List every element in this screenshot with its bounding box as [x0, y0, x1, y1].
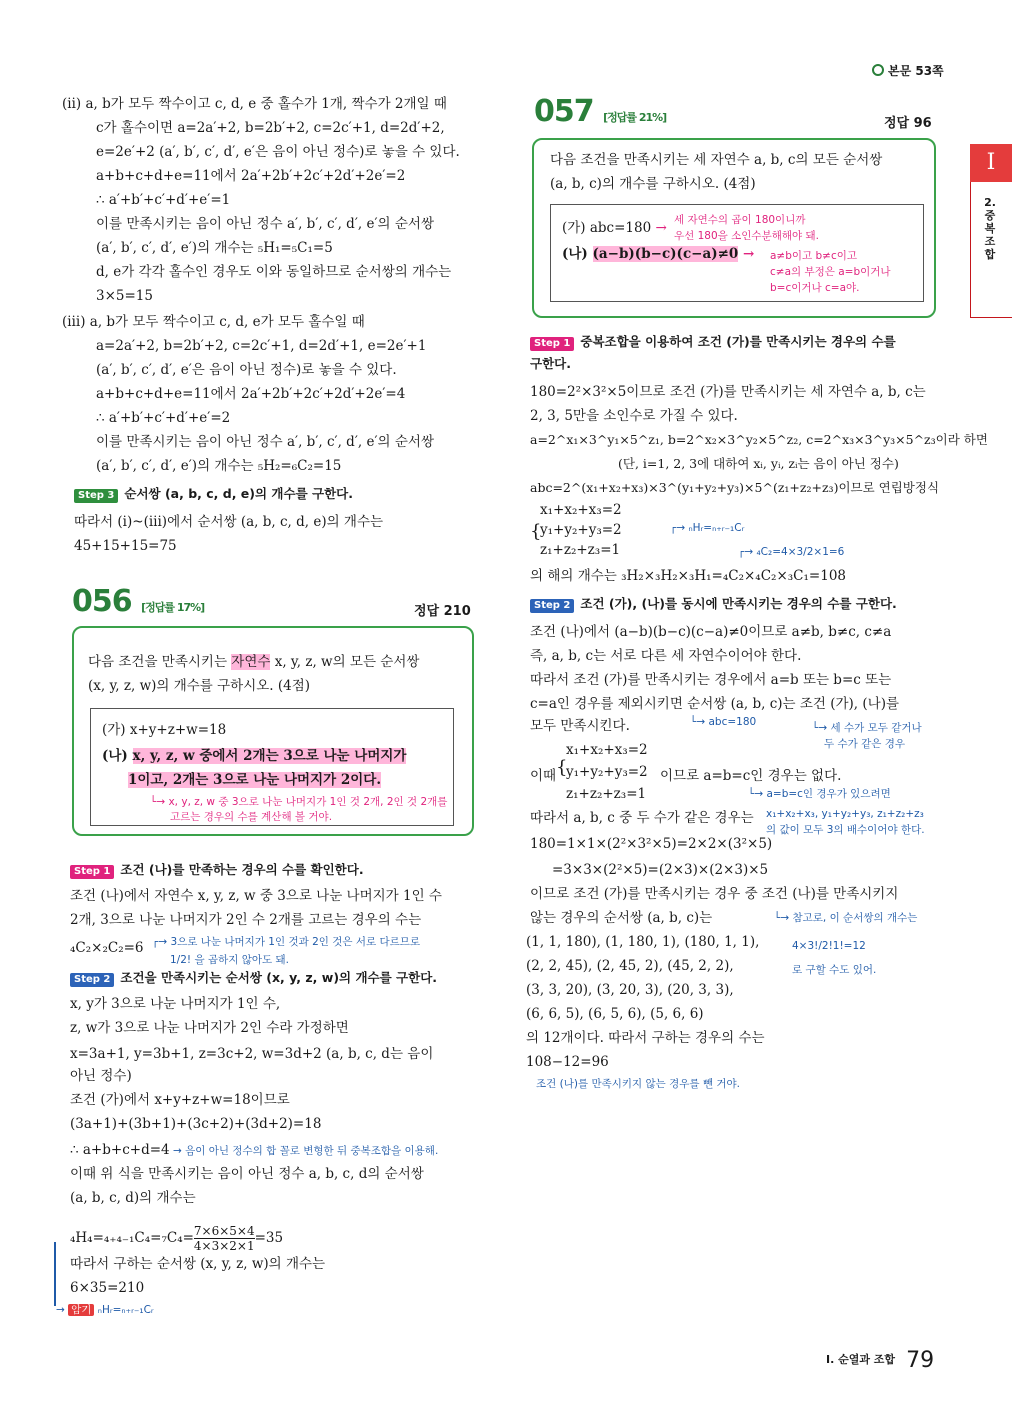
equation: x₁+x₂+x₃=2 [566, 742, 648, 758]
text-line: 3×5=15 [96, 288, 153, 304]
question-line: 다음 조건을 만족시키는 세 자연수 a, b, c의 모든 순서쌍 [550, 152, 883, 168]
memo: → 암기 ₙHᵣ=ₙ₊ᵣ₋₁Cᵣ [56, 1304, 154, 1316]
text-line: (a′, b′, c′, d′, e′)의 개수는 ₅H₂=₆C₂=15 [96, 458, 342, 474]
footer-chapter: Ⅰ. 순열과 조합 [826, 1353, 896, 1366]
correct-rate: [정답률 21%] [603, 111, 667, 124]
annotation: 조건 (나)를 만족시키지 않는 경우를 뺀 거야. [536, 1078, 740, 1090]
equation: y₁+y₂+y₃=2 [540, 522, 622, 538]
text-line: 의 해의 개수는 ₃H₂×₃H₂×₃H₁=₄C₂×₄C₂×₃C₁=108 [530, 568, 847, 584]
system-brace: { [530, 521, 542, 542]
text-line: 이므로 조건 (가)를 만족시키는 경우 중 조건 (나)를 만족시키지 [530, 886, 899, 902]
text-line: 이므로 a=b=c인 경우는 없다. [660, 768, 842, 784]
step2-heading: Step 2 조건 (가), (나)를 동시에 만족시키는 경우의 수를 구한다. [530, 596, 897, 613]
condition-line: 1이고, 2개는 3으로 나눈 나머지가 2이다. [128, 772, 382, 788]
system-brace: { [556, 757, 568, 778]
annotation: 세 자연수의 곱이 180이니까 [674, 214, 806, 226]
text-line: =3×3×(2²×5)=(2×3)×(2×3)×5 [552, 862, 769, 878]
text-line: 아닌 정수) [70, 1068, 132, 1084]
answer-057: 정답 96 [884, 116, 932, 131]
step-badge: Step 1 [70, 865, 114, 879]
text-line: (3a+1)+(3b+1)+(3c+2)+(3d+2)=18 [70, 1116, 322, 1132]
text-line: e=2e′+2 (a′, b′, c′, d′, e′은 음이 아닌 정수)로 놓을 수 있다. [96, 144, 460, 160]
text-line: 조건 (나)에서 자연수 x, y, z, w 중 3으로 나눈 나머지가 1인 수 [70, 888, 442, 904]
text-line: d, e가 각각 홀수인 경우도 이와 동일하므로 순서쌍의 개수는 [96, 264, 452, 280]
annotation: ┌→ ₙHᵣ=ₙ₊ᵣ₋₁Cᵣ [670, 522, 745, 534]
text-line: (a, b, c, d)의 개수는 [70, 1190, 196, 1206]
annotation: 의 값이 모두 3의 배수이어야 한다. [766, 824, 925, 836]
text-line: (a′, b′, c′, d′, e′)의 개수는 ₅H₁=₅C₁=5 [96, 240, 333, 256]
question-line: 다음 조건을 만족시키는 자연수 x, y, z, w의 모든 순서쌍 [88, 654, 420, 670]
equation: x₁+x₂+x₃=2 [540, 502, 622, 518]
condition-line: (나) x, y, z, w 중에서 2개는 3으로 나눈 나머지가 [102, 748, 407, 764]
formula-line: ₄H₄=₄₊₄₋₁C₄=₇C₄= $\frac{7\times 6\times 5\times 4}{4\times 3\times 2\times 1}$ =35 [70, 1224, 284, 1253]
problem-number-056: 056 [정답률 17%] [72, 584, 205, 619]
text-line: (단, i=1, 2, 3에 대하여 xᵢ, yᵢ, zᵢ는 음이 아닌 정수) [618, 456, 899, 471]
text-line: 2개, 3으로 나눈 나머지가 2인 수 2개를 고르는 경우의 수는 [70, 912, 422, 928]
step1-heading-cont: 구한다. [530, 356, 571, 371]
annotation: c≠a의 부정은 a=b이거나 [770, 266, 891, 278]
text-line: x, y가 3으로 나눈 나머지가 1인 수, [70, 996, 281, 1012]
annotation: └→ abc=180 [690, 716, 757, 728]
annotation: 4×3!/2!1!=12 [792, 940, 866, 952]
chapter-tab-label: 2. 중 복 조 합 [984, 196, 996, 261]
annotation: ┌→ ₄C₂=4×3/2×1=6 [738, 546, 845, 558]
step-badge: Step 1 [530, 337, 574, 351]
text-line: ∴ a′+b′+c′+d′+e′=2 [96, 410, 231, 426]
text-line: 따라서 (ⅰ)~(ⅲ)에서 순서쌍 (a, b, c, d, e)의 개수는 [74, 514, 384, 530]
text-line: (ⅲ) a, b가 모두 짝수이고 c, d, e가 모두 홀수일 때 [62, 314, 365, 330]
equation: y₁+y₂+y₃=2 [566, 764, 648, 780]
text-line: ₄C₂×₂C₂=6 [70, 940, 144, 956]
question-line: (a, b, c)의 개수를 구하시오. (4점) [550, 176, 756, 192]
text-line: 의 12개이다. 따라서 구하는 경우의 수는 [526, 1030, 765, 1046]
tuple-row: (6, 6, 5), (6, 5, 6), (5, 6, 6) [526, 1006, 704, 1022]
text-line: 조건 (나)에서 (a−b)(b−c)(c−a)≠0이므로 a≠b, b≠c, c≠a [530, 624, 892, 640]
text-line: 45+15+15=75 [74, 538, 177, 554]
text-line: 2, 3, 5만을 소인수로 가질 수 있다. [530, 408, 738, 424]
equation: z₁+z₂+z₃=1 [540, 542, 621, 558]
step-badge: Step 2 [530, 599, 574, 613]
text-line: abc=2^(x₁+x₂+x₃)×3^(y₁+y₂+y₃)×5^(z₁+z₂+z₃)이므로 연립방정식 [530, 480, 940, 495]
annotation: └→ a=b=c인 경우가 있으려면 [748, 788, 891, 800]
text-line: 따라서 조건 (가)를 만족시키는 경우에서 a=b 또는 b=c 또는 [530, 672, 892, 688]
answer-056: 정답 210 [414, 604, 471, 619]
tuple-row: (1, 1, 180), (1, 180, 1), (180, 1, 1), [526, 934, 760, 950]
text-line: 180=2²×3²×5이므로 조건 (가)를 만족시키는 세 자연수 a, b, c는 [530, 384, 926, 400]
text-line: 이를 만족시키는 음이 아닌 정수 a′, b′, c′, d′, e′의 순서쌍 [96, 434, 434, 450]
annotation: 우선 180을 소인수분해해야 돼. [674, 230, 819, 242]
text-line: ∴ a′+b′+c′+d′+e′=1 [96, 192, 231, 208]
text-line: c가 홀수이면 a=2a′+2, b=2b′+2, c=2c′+1, d=2d′+2, [96, 120, 445, 136]
text-line: a=2a′+2, b=2b′+2, c=2c′+1, d=2d′+1, e=2e′+1 [96, 338, 427, 354]
annotation: ┌→ 3으로 나눈 나머지가 1인 것과 2인 것은 서로 다르므로 [152, 936, 421, 948]
text-line: a+b+c+d+e=11에서 2a′+2b′+2c′+2d′+2e′=4 [96, 386, 406, 402]
step-badge: Step 2 [70, 973, 114, 987]
annotation: a≠b이고 b≠c이고 [770, 250, 858, 262]
annotation: 로 구할 수도 있어. [792, 964, 877, 976]
annotation: 두 수가 같은 경우 [824, 738, 906, 750]
tuple-row: (3, 3, 20), (3, 20, 3), (20, 3, 3), [526, 982, 734, 998]
condition-line: (나) (a−b)(b−c)(c−a)≠0 → [562, 246, 755, 262]
text-line: 이를 만족시키는 음이 아닌 정수 a′, b′, c′, d′, e′의 순서쌍 [96, 216, 434, 232]
page-reference: 본문 53쪽 [872, 62, 944, 79]
bracket-line [54, 1242, 56, 1306]
chapter-tab-roman: I [970, 144, 1012, 182]
annotation: 1/2! 을 곱하지 않아도 돼. [170, 954, 289, 966]
tuple-row: (2, 2, 45), (2, 45, 2), (45, 2, 2), [526, 958, 734, 974]
text-line: 이때 [530, 768, 557, 784]
equation: z₁+z₂+z₃=1 [566, 786, 647, 802]
text-line: 따라서 구하는 순서쌍 (x, y, z, w)의 개수는 [70, 1256, 326, 1272]
step1-heading: Step 1 조건 (나)를 만족하는 경우의 수를 확인한다. [70, 862, 364, 879]
annotation: b=c이거나 c=a야. [770, 282, 860, 294]
question-line: (x, y, z, w)의 개수를 구하시오. (4점) [88, 678, 311, 694]
problem-number-057: 057 [정답률 21%] [534, 94, 667, 129]
text-line: 6×35=210 [70, 1280, 145, 1296]
text-line: 조건 (가)에서 x+y+z+w=18이므로 [70, 1092, 290, 1108]
text-line: a+b+c+d+e=11에서 2a′+2b′+2c′+2d′+2e′=2 [96, 168, 406, 184]
text-line: ∴ a+b+c+d=4 → 음이 아닌 정수의 합 꼴로 변형한 뒤 중복조합을 이용해. [70, 1142, 439, 1158]
step1-heading: Step 1 중복조합을 이용하여 조건 (가)를 만족시키는 경우의 수를 [530, 334, 896, 351]
text-line: 180=1×1×(2²×3²×5)=2×2×(3²×5) [530, 836, 773, 852]
text-line: 이때 위 식을 만족시키는 음이 아닌 정수 a, b, c, d의 순서쌍 [70, 1166, 424, 1182]
condition-line: (가) x+y+z+w=18 [102, 722, 227, 738]
text-line: 따라서 a, b, c 중 두 수가 같은 경우는 [530, 810, 754, 826]
text-line: a=2^x₁×3^y₁×5^z₁, b=2^x₂×3^y₂×5^z₂, c=2^x₃×3^y₃×5^z₃이라 하면 [530, 432, 988, 447]
memo-badge: 암기 [68, 1304, 94, 1316]
text-line: 즉, a, b, c는 서로 다른 세 자연수이어야 한다. [530, 648, 802, 664]
step-badge: Step 3 [74, 489, 118, 503]
reference-dot-icon [872, 64, 884, 76]
annotation: x₁+x₂+x₃, y₁+y₂+y₃, z₁+z₂+z₃ [766, 808, 924, 820]
text-line: c=a인 경우를 제외시키면 순서쌍 (a, b, c)는 조건 (가), (나)를 [530, 696, 900, 712]
step2-heading: Step 2 조건을 만족시키는 순서쌍 (x, y, z, w)의 개수를 구한다. [70, 970, 437, 987]
footer [826, 1348, 934, 1373]
text-line: z, w가 3으로 나눈 나머지가 2인 수라 가정하면 [70, 1020, 349, 1036]
annotation: └→ 참고로, 이 순서쌍의 개수는 [774, 912, 918, 924]
correct-rate: [정답률 17%] [141, 601, 205, 614]
text-line: 모두 만족시킨다. [530, 718, 630, 734]
annotation: └→ x, y, z, w 중 3으로 나눈 나머지가 1인 것 2개, 2인 것 2개를 [150, 796, 448, 808]
step3-heading: Step 3 순서쌍 (a, b, c, d, e)의 개수를 구한다. [74, 486, 353, 503]
annotation: 고르는 경우의 수를 계산해 볼 거야. [170, 811, 333, 823]
text-line: (ⅱ) a, b가 모두 짝수이고 c, d, e 중 홀수가 1개, 짝수가 2개일 때 [62, 96, 447, 112]
annotation: └→ 세 수가 모두 같거나 [812, 722, 922, 734]
text-line: (a′, b′, c′, d′, e′은 음이 아닌 정수)로 놓을 수 있다. [96, 362, 397, 378]
text-line: 않는 경우의 순서쌍 (a, b, c)는 [530, 910, 713, 926]
page-number: 79 [906, 1348, 935, 1373]
text-line: 108−12=96 [526, 1054, 609, 1070]
text-line: x=3a+1, y=3b+1, z=3c+2, w=3d+2 (a, b, c, d는 음이 [70, 1046, 434, 1062]
condition-line: (가) abc=180 → [562, 220, 667, 236]
